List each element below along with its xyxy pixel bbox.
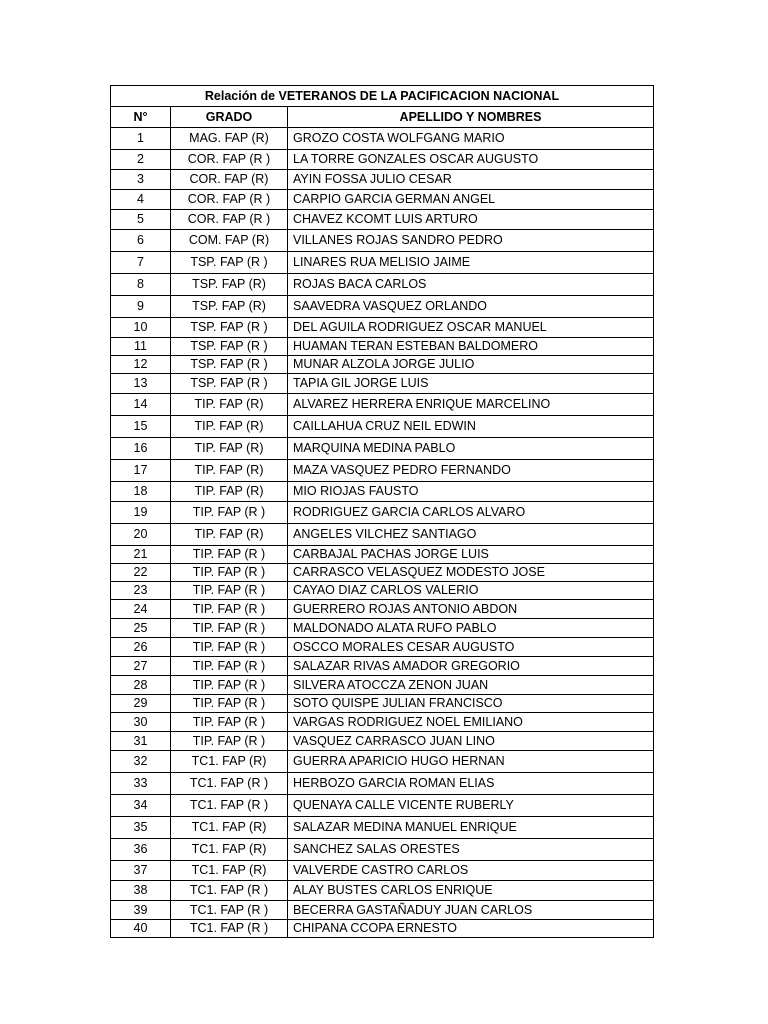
row-nombre: MAZA VASQUEZ PEDRO FERNANDO [288,460,654,482]
row-number: 23 [111,582,171,600]
row-number: 29 [111,695,171,713]
row-grado: TC1. FAP (R ) [171,881,288,901]
row-number: 16 [111,438,171,460]
table-row [111,881,654,901]
row-grado: MAG. FAP (R) [171,128,288,150]
row-number: 19 [111,502,171,524]
row-nombre: RODRIGUEZ GARCIA CARLOS ALVARO [288,502,654,524]
row-number: 30 [111,713,171,732]
row-nombre: SOTO QUISPE JULIAN FRANCISCO [288,695,654,713]
row-grado: TC1. FAP (R) [171,839,288,861]
row-nombre: SANCHEZ SALAS ORESTES [288,839,654,861]
row-number: 27 [111,657,171,676]
row-nombre: CHIPANA CCOPA ERNESTO [288,920,654,938]
row-nombre: SALAZAR MEDINA MANUEL ENRIQUE [288,817,654,839]
row-nombre: ANGELES VILCHEZ SANTIAGO [288,524,654,546]
row-number: 25 [111,619,171,638]
row-nombre: SAAVEDRA VASQUEZ ORLANDO [288,296,654,318]
table-row [111,230,654,252]
row-grado: TIP. FAP (R ) [171,695,288,713]
table-row [111,901,654,920]
row-nombre: LINARES RUA MELISIO JAIME [288,252,654,274]
row-nombre: DEL AGUILA RODRIGUEZ OSCAR MANUEL [288,318,654,338]
row-number: 24 [111,600,171,619]
row-grado: TC1. FAP (R ) [171,773,288,795]
row-number: 10 [111,318,171,338]
row-grado: TSP. FAP (R ) [171,374,288,394]
row-grado: TIP. FAP (R) [171,438,288,460]
row-grado: TIP. FAP (R ) [171,713,288,732]
table-row [111,582,654,600]
row-grado: TIP. FAP (R ) [171,657,288,676]
row-grado: TC1. FAP (R ) [171,920,288,938]
row-grado: TIP. FAP (R ) [171,619,288,638]
row-grado: TSP. FAP (R) [171,296,288,318]
veterans-table [110,85,654,938]
row-nombre: VASQUEZ CARRASCO JUAN LINO [288,732,654,751]
row-number: 18 [111,482,171,502]
row-grado: TIP. FAP (R ) [171,546,288,564]
table-row [111,657,654,676]
row-grado: TSP. FAP (R ) [171,338,288,356]
table-row [111,210,654,230]
row-nombre: TAPIA GIL JORGE LUIS [288,374,654,394]
row-number: 33 [111,773,171,795]
table-row [111,839,654,861]
row-grado: TIP. FAP (R ) [171,582,288,600]
table-row [111,150,654,170]
row-nombre: CARBAJAL PACHAS JORGE LUIS [288,546,654,564]
row-nombre: CARPIO GARCIA GERMAN ANGEL [288,190,654,210]
row-grado: TSP. FAP (R ) [171,252,288,274]
row-grado: TIP. FAP (R) [171,416,288,438]
table-row [111,416,654,438]
row-nombre: MIO RIOJAS FAUSTO [288,482,654,502]
row-number: 12 [111,356,171,374]
row-number: 13 [111,374,171,394]
table-row [111,274,654,296]
row-grado: TSP. FAP (R ) [171,356,288,374]
row-nombre: QUENAYA CALLE VICENTE RUBERLY [288,795,654,817]
title-row [111,86,654,107]
row-nombre: MARQUINA MEDINA PABLO [288,438,654,460]
row-nombre: OSCCO MORALES CESAR AUGUSTO [288,638,654,657]
table-row [111,920,654,938]
row-nombre: GUERRA APARICIO HUGO HERNAN [288,751,654,773]
row-grado: COR. FAP (R ) [171,150,288,170]
row-number: 32 [111,751,171,773]
row-number: 36 [111,839,171,861]
table-row [111,676,654,695]
row-nombre: SALAZAR RIVAS AMADOR GREGORIO [288,657,654,676]
table-row [111,751,654,773]
row-number: 6 [111,230,171,252]
row-number: 9 [111,296,171,318]
table-row [111,600,654,619]
row-grado: TIP. FAP (R ) [171,502,288,524]
row-nombre: MALDONADO ALATA RUFO PABLO [288,619,654,638]
row-grado: TIP. FAP (R ) [171,638,288,657]
row-grado: TIP. FAP (R ) [171,732,288,751]
row-number: 7 [111,252,171,274]
table-row [111,394,654,416]
row-number: 37 [111,861,171,881]
table-row [111,170,654,190]
row-number: 34 [111,795,171,817]
row-number: 15 [111,416,171,438]
row-grado: TIP. FAP (R ) [171,564,288,582]
row-nombre: AYIN FOSSA JULIO CESAR [288,170,654,190]
row-number: 28 [111,676,171,695]
row-nombre: LA TORRE GONZALES OSCAR AUGUSTO [288,150,654,170]
table-row [111,795,654,817]
row-number: 4 [111,190,171,210]
row-grado: TIP. FAP (R ) [171,676,288,695]
row-grado: COR. FAP (R) [171,170,288,190]
row-nombre: CARRASCO VELASQUEZ MODESTO JOSE [288,564,654,582]
row-nombre: CAILLAHUA CRUZ NEIL EDWIN [288,416,654,438]
row-number: 26 [111,638,171,657]
row-number: 17 [111,460,171,482]
row-number: 22 [111,564,171,582]
row-nombre: ALVAREZ HERRERA ENRIQUE MARCELINO [288,394,654,416]
row-grado: TC1. FAP (R ) [171,901,288,920]
row-number: 40 [111,920,171,938]
table-row [111,460,654,482]
row-grado: TIP. FAP (R) [171,524,288,546]
table-row [111,482,654,502]
row-nombre: HERBOZO GARCIA ROMAN ELIAS [288,773,654,795]
row-number: 5 [111,210,171,230]
row-grado: TSP. FAP (R ) [171,318,288,338]
row-number: 1 [111,128,171,150]
row-grado: TIP. FAP (R) [171,460,288,482]
table-row [111,502,654,524]
table-row [111,619,654,638]
table-row [111,546,654,564]
row-nombre: VALVERDE CASTRO CARLOS [288,861,654,881]
row-nombre: VILLANES ROJAS SANDRO PEDRO [288,230,654,252]
table-row [111,564,654,582]
row-number: 20 [111,524,171,546]
row-nombre: CAYAO DIAZ CARLOS VALERIO [288,582,654,600]
row-grado: COR. FAP (R ) [171,210,288,230]
row-number: 3 [111,170,171,190]
table-row [111,252,654,274]
table-row [111,374,654,394]
row-number: 2 [111,150,171,170]
row-number: 35 [111,817,171,839]
table-row [111,861,654,881]
row-number: 11 [111,338,171,356]
table-row [111,438,654,460]
row-grado: TIP. FAP (R) [171,482,288,502]
row-grado: TIP. FAP (R) [171,394,288,416]
table-row [111,524,654,546]
table-row [111,638,654,657]
row-grado: COM. FAP (R) [171,230,288,252]
row-number: 8 [111,274,171,296]
row-nombre: CHAVEZ KCOMT LUIS ARTURO [288,210,654,230]
row-nombre: BECERRA GASTAÑADUY JUAN CARLOS [288,901,654,920]
row-number: 21 [111,546,171,564]
table-row [111,338,654,356]
table-row [111,318,654,338]
row-grado: TSP. FAP (R) [171,274,288,296]
row-nombre: GROZO COSTA WOLFGANG MARIO [288,128,654,150]
row-grado: TIP. FAP (R ) [171,600,288,619]
row-grado: TC1. FAP (R) [171,861,288,881]
row-nombre: SILVERA ATOCCZA ZENON JUAN [288,676,654,695]
row-nombre: GUERRERO ROJAS ANTONIO ABDON [288,600,654,619]
table-row [111,713,654,732]
table-title: Relación de VETERANOS DE LA PACIFICACION NACIONAL [111,86,654,107]
table-row [111,356,654,374]
table-row [111,695,654,713]
table-row [111,190,654,210]
row-grado: TC1. FAP (R) [171,817,288,839]
header-row [111,107,654,128]
table-row [111,773,654,795]
row-number: 39 [111,901,171,920]
row-grado: COR. FAP (R ) [171,190,288,210]
row-number: 14 [111,394,171,416]
table-row [111,128,654,150]
row-nombre: MUNAR ALZOLA JORGE JULIO [288,356,654,374]
row-number: 31 [111,732,171,751]
column-header-number: N° [111,107,171,128]
row-nombre: ROJAS BACA CARLOS [288,274,654,296]
column-header-grado: GRADO [171,107,288,128]
table-row [111,296,654,318]
row-number: 38 [111,881,171,901]
table-row [111,817,654,839]
row-grado: TC1. FAP (R ) [171,795,288,817]
row-nombre: ALAY BUSTES CARLOS ENRIQUE [288,881,654,901]
row-nombre: HUAMAN TERAN ESTEBAN BALDOMERO [288,338,654,356]
table-row [111,732,654,751]
row-nombre: VARGAS RODRIGUEZ NOEL EMILIANO [288,713,654,732]
table-body [111,128,654,938]
column-header-nombres: APELLIDO Y NOMBRES [288,107,654,128]
row-grado: TC1. FAP (R) [171,751,288,773]
